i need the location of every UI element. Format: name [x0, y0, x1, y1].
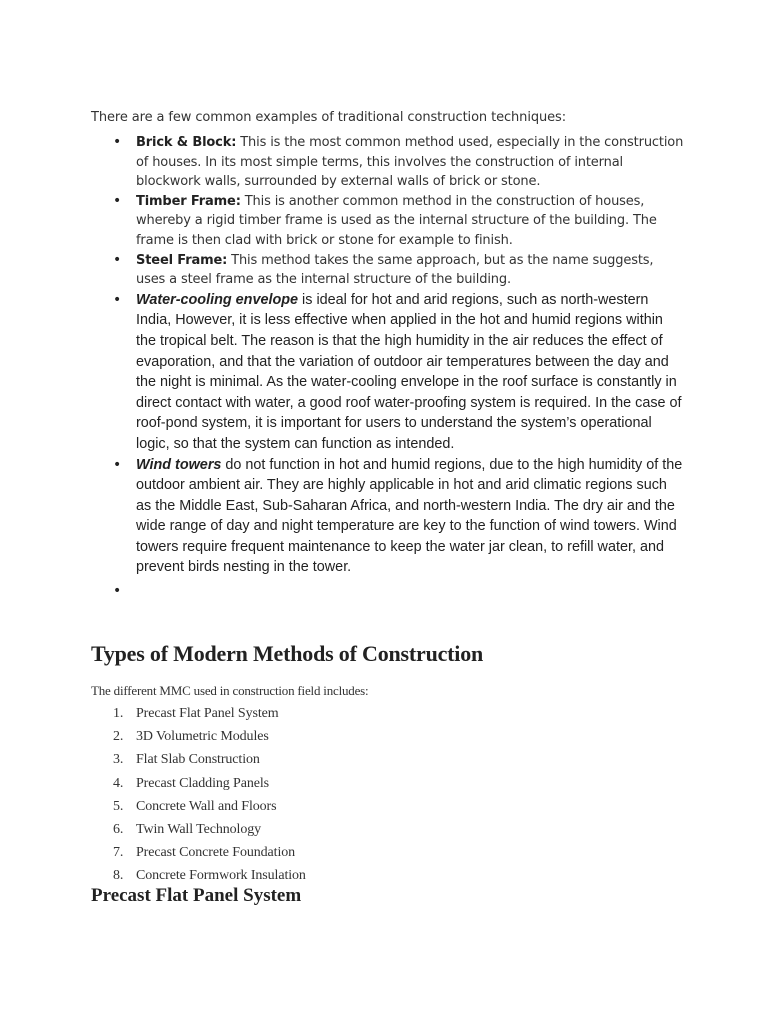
list-item-empty	[91, 578, 684, 604]
list-item	[91, 795, 306, 818]
description-water-cooling-envelope: is ideal for hot and arid regions, such as north-western India, However, it is less effective when applied in the hot and humid regions within the tropical belt. The reason is that the high humidity in the air reduces the effect of evaporation, and that the variation of outdoor air temperatures between the day and the night is minimal. As the water-cooling envelope in the roof surface is constantly in direct contact with water, a good roof water-proofing system is required. In the case of roof-pond system, it is important for users to understand the system’s operational logic, so that the system can function as intended.	[136, 291, 682, 452]
description-timber-frame: This is another common method in the construction of houses, whereby a rigid timber frame is used as the internal structure of the building. The frame is then clad with brick or stone for example to finish.	[136, 193, 657, 248]
description-brick-block: This is the most common method used, especially in the construction of houses. In its most simple terms, this involves the construction of internal blockwork walls, surrounded by external walls of brick or stone.	[136, 135, 684, 190]
bullet-dot: •	[113, 456, 122, 473]
list-item-label: Concrete Formwork Insulation	[136, 868, 306, 884]
list-number: 7.	[113, 845, 124, 861]
construction-techniques-list	[91, 133, 691, 604]
term-brick-block: Brick & Block:	[136, 135, 237, 150]
list-number: 5.	[113, 798, 124, 814]
list-item	[91, 841, 306, 864]
section-intro: The different MMC used in construction field includes:	[91, 683, 369, 698]
list-item-label: Twin Wall Technology	[136, 821, 262, 837]
list-item	[91, 748, 306, 771]
list-item-timber-frame	[91, 192, 684, 251]
list-number: 8.	[113, 868, 124, 884]
list-item	[91, 818, 306, 841]
list-item-label: Precast Flat Panel System	[136, 706, 279, 721]
list-item-label: Flat Slab Construction	[136, 752, 260, 768]
section-title: Types of Modern Methods of Construction	[91, 641, 484, 666]
list-number: 3.	[113, 752, 124, 768]
list-number: 4.	[113, 775, 124, 791]
description-wind-towers: do not function in hot and humid regions, due to the high humidity of the outdoor ambient air. They are highly applicable in hot and arid climatic regions such as the Middle East, Sub-Saharan Africa, and north-western India. The dry air and the wide range of day and night temperature are key to the function of wind towers. Wind towers require frequent maintenance to keep the water jar clean, to refill water, and prevent birds nesting in the tower.	[136, 456, 683, 576]
term-water-cooling-envelope: Water-cooling envelope	[136, 291, 299, 308]
bullet-dot: •	[113, 192, 122, 209]
description-steel-frame: This method takes the same approach, but as the name suggests, uses a steel frame as the internal structure of the building.	[136, 252, 654, 288]
bullet-dot: •	[113, 251, 122, 268]
term-timber-frame: Timber Frame:	[136, 193, 241, 209]
term-steel-frame: Steel Frame:	[136, 252, 228, 268]
list-item	[91, 702, 306, 725]
term-wind-towers: Wind towers	[136, 456, 222, 473]
list-number: 6.	[113, 821, 124, 837]
bullet-dot: •	[113, 583, 122, 600]
list-item-water-cooling-envelope	[91, 290, 684, 455]
subsection-title: Precast Flat Panel System	[91, 885, 302, 906]
list-item-label: Concrete Wall and Floors	[136, 798, 277, 814]
mmc-types-list	[91, 702, 306, 888]
list-item-steel-frame	[91, 251, 684, 290]
bullet-dot: •	[113, 134, 122, 150]
list-item-label: Precast Concrete Foundation	[136, 845, 296, 861]
list-item-brick-block	[91, 133, 684, 192]
list-number: 1.	[113, 706, 124, 721]
list-item	[91, 725, 306, 748]
intro-paragraph: There are a few common examples of traditional construction techniques:	[91, 110, 566, 125]
list-item	[91, 772, 306, 795]
list-number: 2.	[113, 729, 124, 745]
list-item-wind-towers	[91, 455, 684, 579]
list-item-label: 3D Volumetric Modules	[136, 729, 269, 745]
bullet-dot: •	[113, 291, 122, 308]
list-item-label: Precast Cladding Panels	[136, 775, 270, 791]
